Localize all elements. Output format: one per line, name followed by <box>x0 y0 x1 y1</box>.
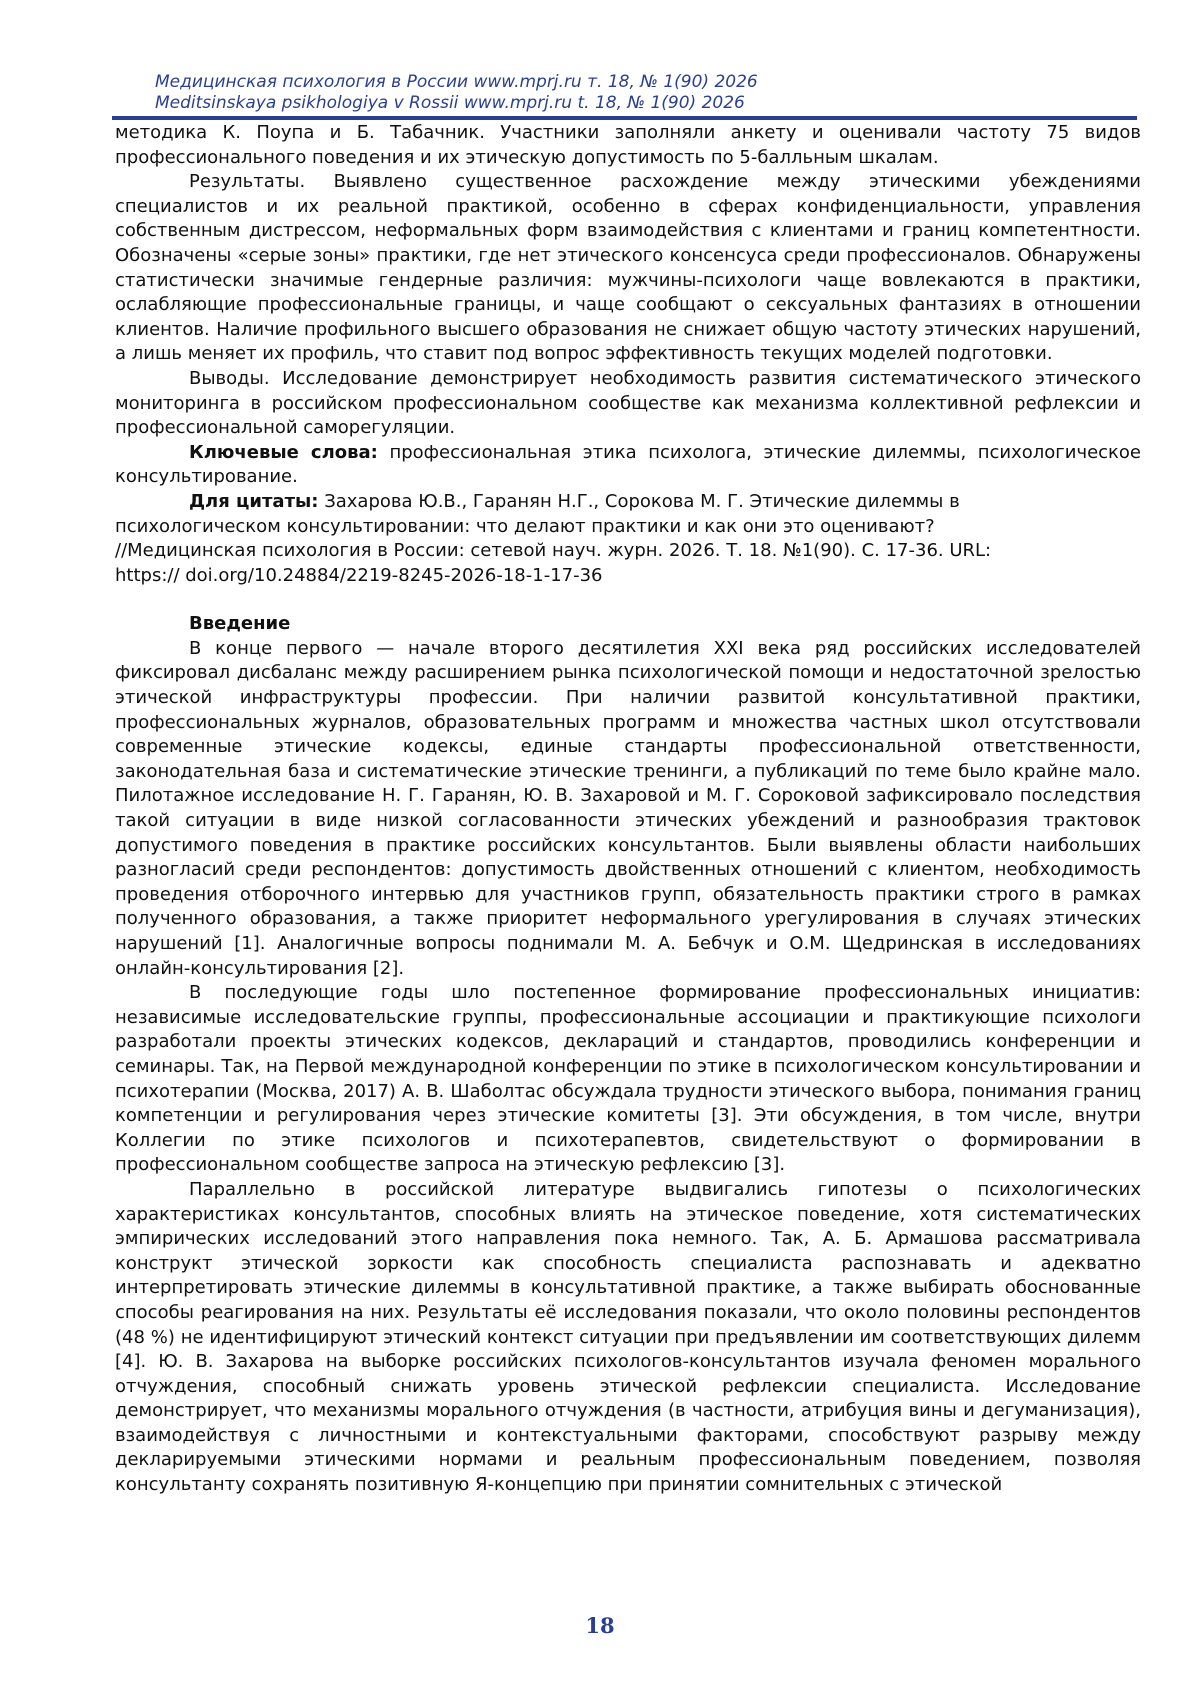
header-line-transliterated: Meditsinskaya psikhologiya v Rossii www.mprj.ru t. 18, № 1(90) 2026 <box>155 93 745 113</box>
section-heading-introduction: Введение <box>189 613 291 635</box>
abstract-conclusions: Выводы. Исследование демонстрирует необходимость развития систематического этического мониторинга в российском профессиональном сообществе как механизма коллективной рефлексии и профессиональной саморегуляции. <box>115 367 1141 439</box>
keywords-label: Ключевые слова: <box>189 441 378 463</box>
header-rule <box>112 116 1137 120</box>
keywords <box>115 441 1141 490</box>
intro-paragraph-1: В конце первого — начале второго десятилетия XXI века ряд российских исследователей фиксировал дисбаланс между расширением рынка психологической помощи и недостаточной зрелостью этической инфраструктуры профессии. При наличии развитой консультативной практики, профессиональных журналов, образовательных программ и множества частных школ отсутствовали современные этические кодексы, единые стандарты профессиональной ответственности, законодательная база и систематические этические тренинги, а публикаций по теме было крайне мало. Пилотажное исследование Н. Г. Гаранян, Ю. В. Захаровой и М. Г. Сороковой зафиксировало последствия такой ситуации в виде низкой согласованности этических убеждений и разнообразия трактовок допустимого поведения в практике российских консультантов. Были выявлены области наибольших разногласий среди респондентов: допустимость двойственных отношений с клиентом, необходимость проведения отборочного интервью для участников групп, обязательность практики строго в рамках полученного образования, а также приоритет неформального урегулирования в случаях этических нарушений [1]. Аналогичные вопросы поднимали М. А. Бебчук и О.М. Щедринская в исследованиях онлайн-консультирования [2]. <box>115 637 1141 979</box>
intro-paragraph-2: В последующие годы шло постепенное формирование профессиональных инициатив: независимые исследовательские группы, профессиональные ассоциации и практикующие психологи разработали проекты этических кодексов, деклараций и стандартов, проводились конференции и семинары. Так, на Первой международной конференции по этике в психологическом консультировании и психотерапии (Москва, 2017) А. В. Шаболтас обсуждала трудности этического выбора, понимания границ компетенции и регулирования через этические комитеты [3]. Эти обсуждения, в том числе, внутри Коллегии по этике психологов и психотерапевтов, свидетельствуют о формировании в профессиональном сообществе запроса на этическую рефлексию [3]. <box>115 982 1141 1176</box>
running-header <box>155 72 1135 114</box>
article-body <box>115 121 1141 1498</box>
intro-paragraph-3: Параллельно в российской литературе выдвигались гипотезы о психологических характеристиках консультантов, способных влиять на этическое поведение, хотя систематических эмпирических исследований этого направления пока немного. Так, А. Б. Армашова рассматривала конструкт этической зоркости как способность специалиста распознавать и адекватно интерпретировать этические дилеммы в консультативной практике, а также выбирать обоснованные способы реагирования на них. Результаты её исследования показали, что около половины респондентов (48 %) не идентифицируют этический контекст ситуации при предъявлении им соответствующих дилемм [4]. Ю. В. Захарова на выборке российских психологов-консультантов изучала феномен морального отчуждения, способный снижать уровень этической рефлексии специалиста. Исследование демонстрирует, что механизмы морального отчуждения (в частности, атрибуция вины и дегуманизация), взаимодействуя с личностными и контекстуальными факторами, способствуют разрыву между декларируемыми этическими нормами и реальным профессиональным поведением, позволяя консультанту сохранять позитивную Я-концепцию при принятии сомнительных с этической <box>115 1178 1141 1496</box>
abstract-results: Результаты. Выявлено существенное расхождение между этическими убеждениями специалистов и их реальной практикой, особенно в сферах конфиденциальности, управления собственным дистрессом, неформальных форм взаимодействия с клиентами и границ компетентности. Обозначены «серые зоны» практики, где нет этического консенсуса среди профессионалов. Обнаружены статистически значимые гендерные различия: мужчины-психологи чаще вовлекаются в практики, ослабляющие профессиональные границы, и чаще сообщают о сексуальных фантазиях в отношении клиентов. Наличие профильного высшего образования не снижает общую частоту этических нарушений, а лишь меняет их профиль, что ставит под вопрос эффективность текущих моделей подготовки. <box>115 171 1141 365</box>
page-number: 18 <box>585 1613 615 1638</box>
citation-line-3: //Медицинская психология в России: сетевой науч. журн. 2026. Т. 18. №1(90). С. 17-36. URL: <box>115 540 992 562</box>
abstract-methods-tail: методика К. Поупа и Б. Табачник. Участники заполняли анкету и оценивали частоту 75 видов профессионального поведения и их этическую допустимость по 5-балльным шкалам. <box>115 122 1141 168</box>
citation-label: Для цитаты: <box>189 490 319 512</box>
citation-text-1: Захарова Ю.В., Гаранян Н.Г., Сорокова М. Г. Этические дилеммы в <box>318 490 960 512</box>
citation-line-1 <box>115 490 1141 515</box>
citation-line-2: психологическом консультировании: что делают практики и как они это оценивают? <box>115 515 935 537</box>
citation-doi[interactable]: https:// doi.org/10.24884/2219-8245-2026-18-1-17-36 <box>115 564 603 586</box>
citation-block <box>115 490 1141 588</box>
header-line-russian: Медицинская психология в России www.mprj.ru т. 18, № 1(90) 2026 <box>155 72 758 92</box>
keywords-text: профессиональная этика психолога, этические дилеммы, психологическое консультирование. <box>115 441 1142 488</box>
spacer <box>115 588 1141 612</box>
